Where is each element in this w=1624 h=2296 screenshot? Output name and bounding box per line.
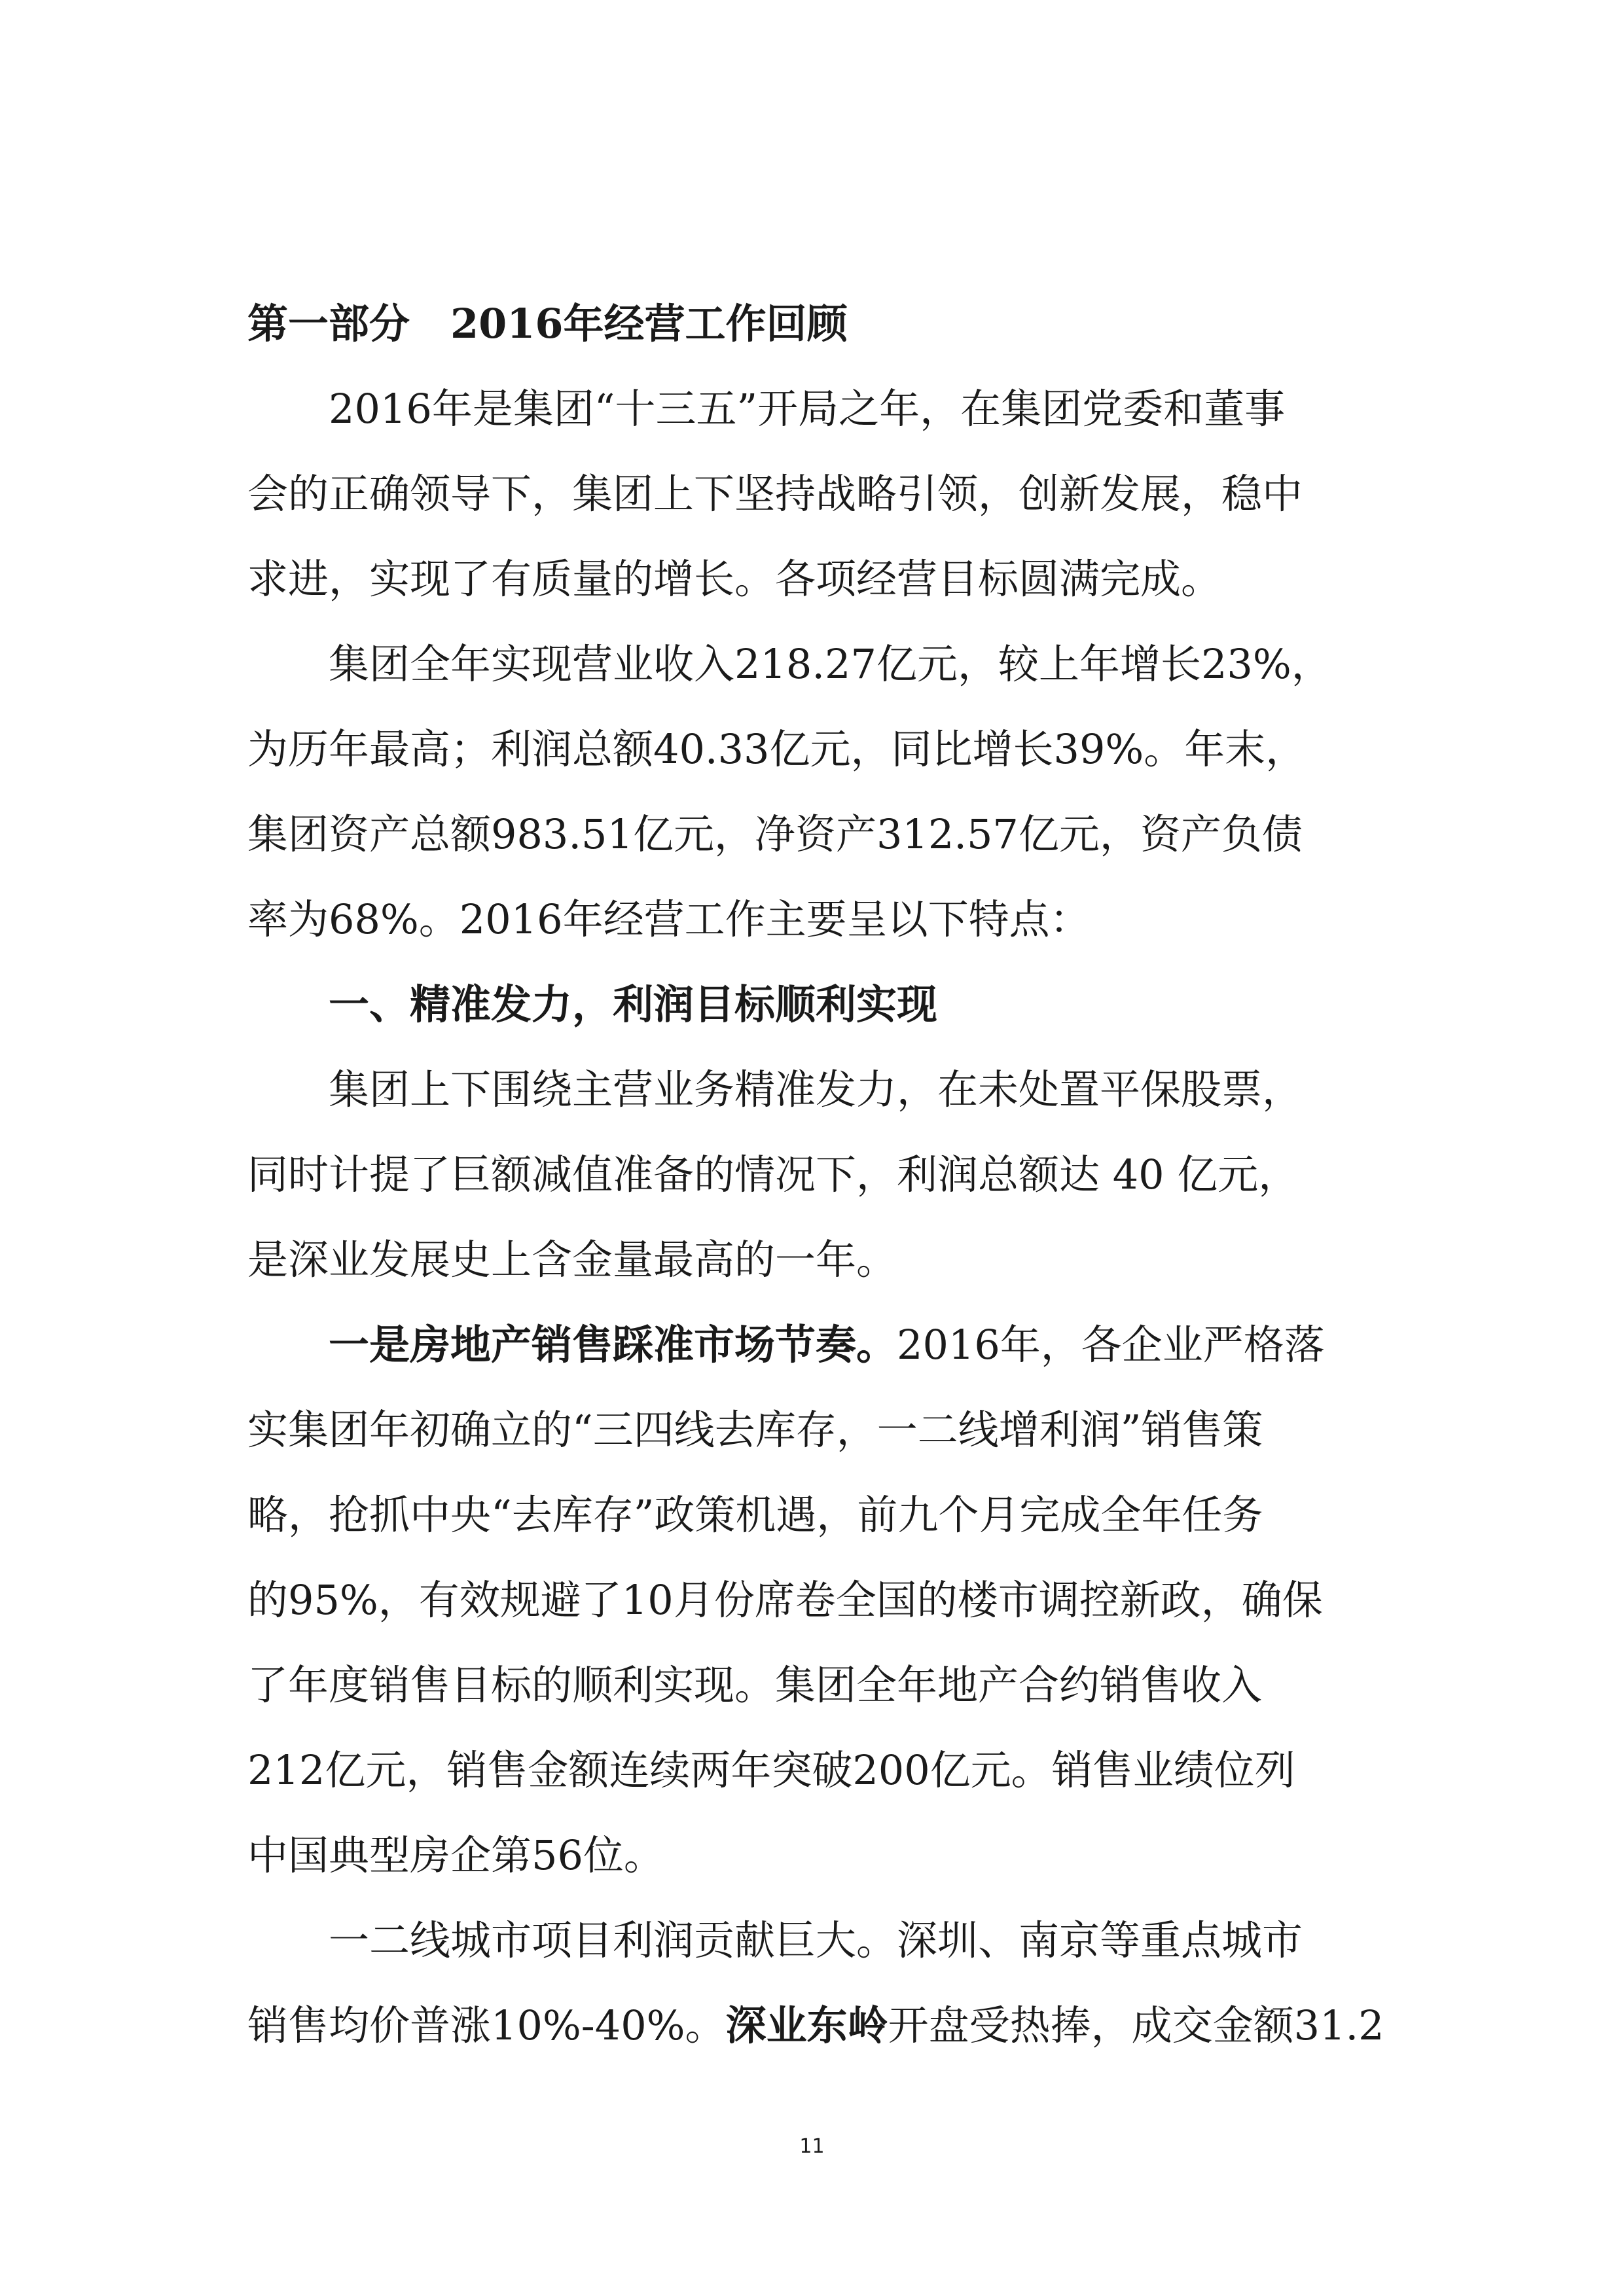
paragraph-line: 率为68%。2016年经营工作主要呈以下特点： <box>247 895 1091 943</box>
paragraph-line: 2016年是集团“十三五”开局之年，在集团党委和董事 <box>329 385 1286 433</box>
paragraph-line: 集团全年实现营业收入218.27亿元，较上年增长23%， <box>329 640 1332 688</box>
paragraph-line: 集团上下围绕主营业务精准发力，在未处置平保股票， <box>329 1066 1303 1113</box>
paragraph-line <box>247 1983 1384 2068</box>
lead-rest-text: 2016年，各企业严格落 <box>897 1321 1325 1369</box>
paragraph-line: 中国典型房企第56位。 <box>247 1831 664 1879</box>
subsection-heading: 一、精准发力，利润目标顺利实现 <box>329 980 938 1028</box>
bold-project-name: 深业东岭 <box>725 2001 888 2049</box>
section-title: 第一部分 2016年经营工作回顾 <box>247 300 848 348</box>
page-number: 11 <box>799 2135 825 2158</box>
paragraph-line: 略，抢抓中央“去库存”政策机遇，前九个月完成全年任务 <box>247 1491 1263 1539</box>
paragraph-line: 实集团年初确立的“三四线去库存，一二线增利润”销售策 <box>247 1406 1263 1454</box>
paragraph-line: 是深业发展史上含金量最高的一年。 <box>247 1236 897 1283</box>
paragraph-line: 212亿元，销售金额连续两年突破200亿元。销售业绩位列 <box>247 1746 1295 1794</box>
paragraph-line: 为历年最高；利润总额40.33亿元，同比增长39%。年末， <box>247 725 1307 773</box>
paragraph-line: 的95%，有效规避了10月份席卷全国的楼市调控新政，确保 <box>247 1576 1323 1624</box>
text-segment: 开盘受热捧，成交金额31.2 <box>888 2001 1384 2049</box>
paragraph-line: 会的正确领导下，集团上下坚持战略引领，创新发展，稳中 <box>247 470 1303 518</box>
text-segment: 销售均价普涨10%-40%。 <box>247 2001 726 2049</box>
paragraph-line: 集团资产总额983.51亿元，净资产312.57亿元，资产负债 <box>247 810 1303 858</box>
paragraph-line: 同时计提了巨额减值准备的情况下，利润总额达 40 亿元， <box>247 1151 1299 1198</box>
paragraph-line <box>329 1302 1325 1388</box>
paragraph-line: 一二线城市项目利润贡献巨大。深圳、南京等重点城市 <box>329 1916 1303 1964</box>
bold-lead-text: 一是房地产销售踩准市场节奏。 <box>329 1321 897 1369</box>
paragraph-line: 了年度销售目标的顺利实现。集团全年地产合约销售收入 <box>247 1661 1263 1709</box>
paragraph-line: 求进，实现了有质量的增长。各项经营目标圆满完成。 <box>247 555 1222 603</box>
